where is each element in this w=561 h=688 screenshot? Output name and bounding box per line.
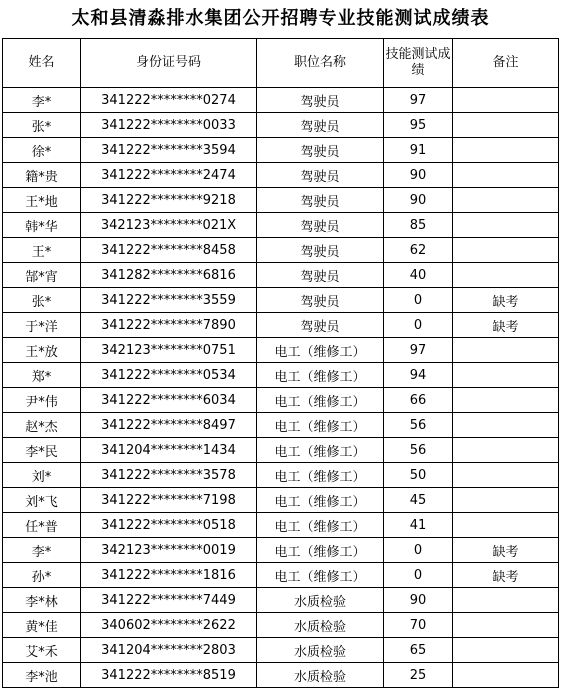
table-row	[3, 363, 559, 388]
table-row	[3, 238, 559, 263]
cell-id: 341222********0033	[81, 113, 257, 138]
cell-id: 341204********2803	[81, 638, 257, 663]
cell-name: 李*民	[3, 438, 81, 463]
cell-position: 电工（维修工）	[257, 413, 384, 438]
cell-score: 65	[384, 638, 453, 663]
cell-remark: 缺考	[453, 288, 559, 313]
table-row	[3, 638, 559, 663]
cell-remark: 缺考	[453, 313, 559, 338]
table-row	[3, 613, 559, 638]
cell-name: 任*普	[3, 513, 81, 538]
cell-name: 徐*	[3, 138, 81, 163]
cell-position: 电工（维修工）	[257, 338, 384, 363]
cell-id: 340602********2622	[81, 613, 257, 638]
cell-position: 驾驶员	[257, 188, 384, 213]
cell-name: 籍*贵	[3, 163, 81, 188]
cell-name: 郜*宵	[3, 263, 81, 288]
cell-id: 341222********8497	[81, 413, 257, 438]
cell-score: 62	[384, 238, 453, 263]
table-row	[3, 313, 559, 338]
header-name: 姓名	[3, 39, 81, 88]
cell-position: 电工（维修工）	[257, 488, 384, 513]
cell-id: 341222********7890	[81, 313, 257, 338]
cell-id: 341222********0274	[81, 88, 257, 113]
cell-remark	[453, 513, 559, 538]
table-row	[3, 338, 559, 363]
header-id: 身份证号码	[81, 39, 257, 88]
cell-position: 驾驶员	[257, 138, 384, 163]
cell-id: 341222********6034	[81, 388, 257, 413]
cell-remark	[453, 413, 559, 438]
cell-position: 驾驶员	[257, 288, 384, 313]
cell-position: 水质检验	[257, 613, 384, 638]
cell-id: 341222********8519	[81, 663, 257, 688]
cell-position: 电工（维修工）	[257, 363, 384, 388]
cell-name: 王*	[3, 238, 81, 263]
cell-name: 孙*	[3, 563, 81, 588]
cell-id: 341222********2474	[81, 163, 257, 188]
cell-score: 56	[384, 413, 453, 438]
cell-id: 341282********6816	[81, 263, 257, 288]
table-row	[3, 563, 559, 588]
cell-id: 341204********1434	[81, 438, 257, 463]
cell-name: 郑*	[3, 363, 81, 388]
cell-score: 66	[384, 388, 453, 413]
cell-id: 341222********0534	[81, 363, 257, 388]
cell-position: 电工（维修工）	[257, 388, 384, 413]
cell-id: 342123********021X	[81, 213, 257, 238]
table-row	[3, 663, 559, 688]
cell-id: 341222********1816	[81, 563, 257, 588]
table-row	[3, 513, 559, 538]
cell-remark	[453, 263, 559, 288]
cell-name: 李*林	[3, 588, 81, 613]
table-row	[3, 263, 559, 288]
cell-id: 342123********0751	[81, 338, 257, 363]
cell-score: 97	[384, 88, 453, 113]
cell-position: 电工（维修工）	[257, 563, 384, 588]
cell-position: 驾驶员	[257, 263, 384, 288]
cell-score: 25	[384, 663, 453, 688]
cell-score: 94	[384, 363, 453, 388]
cell-remark	[453, 588, 559, 613]
cell-remark	[453, 663, 559, 688]
cell-score: 95	[384, 113, 453, 138]
cell-id: 341222********3594	[81, 138, 257, 163]
cell-position: 驾驶员	[257, 88, 384, 113]
cell-name: 刘*飞	[3, 488, 81, 513]
cell-score: 40	[384, 263, 453, 288]
cell-remark	[453, 163, 559, 188]
cell-score: 50	[384, 463, 453, 488]
cell-remark	[453, 138, 559, 163]
page-title: 太和县清淼排水集团公开招聘专业技能测试成绩表	[71, 8, 490, 29]
table-row	[3, 388, 559, 413]
table-row	[3, 88, 559, 113]
cell-id: 341222********7198	[81, 488, 257, 513]
cell-remark: 缺考	[453, 538, 559, 563]
table-row	[3, 163, 559, 188]
cell-score: 0	[384, 313, 453, 338]
cell-score: 45	[384, 488, 453, 513]
cell-id: 341222********3559	[81, 288, 257, 313]
table-row	[3, 463, 559, 488]
cell-score: 56	[384, 438, 453, 463]
cell-score: 41	[384, 513, 453, 538]
cell-name: 王*放	[3, 338, 81, 363]
cell-name: 黄*佳	[3, 613, 81, 638]
cell-remark	[453, 463, 559, 488]
cell-remark	[453, 113, 559, 138]
header-remark: 备注	[453, 39, 559, 88]
cell-score: 90	[384, 188, 453, 213]
cell-remark	[453, 488, 559, 513]
cell-position: 驾驶员	[257, 113, 384, 138]
cell-remark	[453, 238, 559, 263]
cell-id: 341222********8458	[81, 238, 257, 263]
cell-name: 于*洋	[3, 313, 81, 338]
cell-remark	[453, 338, 559, 363]
cell-score: 0	[384, 538, 453, 563]
header-score: 技能测试成绩	[384, 39, 453, 88]
score-table	[2, 38, 559, 688]
cell-remark: 缺考	[453, 563, 559, 588]
cell-name: 张*	[3, 113, 81, 138]
cell-name: 韩*华	[3, 213, 81, 238]
cell-score: 70	[384, 613, 453, 638]
cell-remark	[453, 363, 559, 388]
cell-position: 水质检验	[257, 663, 384, 688]
table-row	[3, 288, 559, 313]
header-row	[3, 39, 559, 88]
table-row	[3, 413, 559, 438]
cell-score: 0	[384, 563, 453, 588]
cell-remark	[453, 388, 559, 413]
header-position: 职位名称	[257, 39, 384, 88]
table-row	[3, 113, 559, 138]
cell-remark	[453, 213, 559, 238]
cell-remark	[453, 438, 559, 463]
cell-position: 水质检验	[257, 588, 384, 613]
cell-remark	[453, 88, 559, 113]
cell-score: 97	[384, 338, 453, 363]
cell-score: 90	[384, 588, 453, 613]
cell-position: 驾驶员	[257, 313, 384, 338]
table-row	[3, 213, 559, 238]
cell-position: 电工（维修工）	[257, 513, 384, 538]
cell-name: 王*地	[3, 188, 81, 213]
cell-id: 341222********3578	[81, 463, 257, 488]
cell-name: 李*	[3, 538, 81, 563]
cell-position: 电工（维修工）	[257, 438, 384, 463]
cell-name: 艾*禾	[3, 638, 81, 663]
cell-remark	[453, 638, 559, 663]
cell-position: 水质检验	[257, 638, 384, 663]
cell-id: 342123********0019	[81, 538, 257, 563]
cell-score: 90	[384, 163, 453, 188]
table-row	[3, 588, 559, 613]
cell-name: 李*	[3, 88, 81, 113]
cell-name: 赵*杰	[3, 413, 81, 438]
table-row	[3, 138, 559, 163]
cell-id: 341222********7449	[81, 588, 257, 613]
cell-position: 驾驶员	[257, 238, 384, 263]
cell-name: 尹*伟	[3, 388, 81, 413]
cell-position: 驾驶员	[257, 163, 384, 188]
cell-name: 张*	[3, 288, 81, 313]
cell-id: 341222********0518	[81, 513, 257, 538]
table-row	[3, 188, 559, 213]
cell-score: 0	[384, 288, 453, 313]
cell-remark	[453, 188, 559, 213]
table-row	[3, 488, 559, 513]
cell-remark	[453, 613, 559, 638]
cell-id: 341222********9218	[81, 188, 257, 213]
cell-name: 李*池	[3, 663, 81, 688]
cell-position: 电工（维修工）	[257, 538, 384, 563]
table-row	[3, 438, 559, 463]
cell-score: 85	[384, 213, 453, 238]
cell-name: 刘*	[3, 463, 81, 488]
cell-position: 电工（维修工）	[257, 463, 384, 488]
cell-score: 91	[384, 138, 453, 163]
cell-position: 驾驶员	[257, 213, 384, 238]
table-row	[3, 538, 559, 563]
